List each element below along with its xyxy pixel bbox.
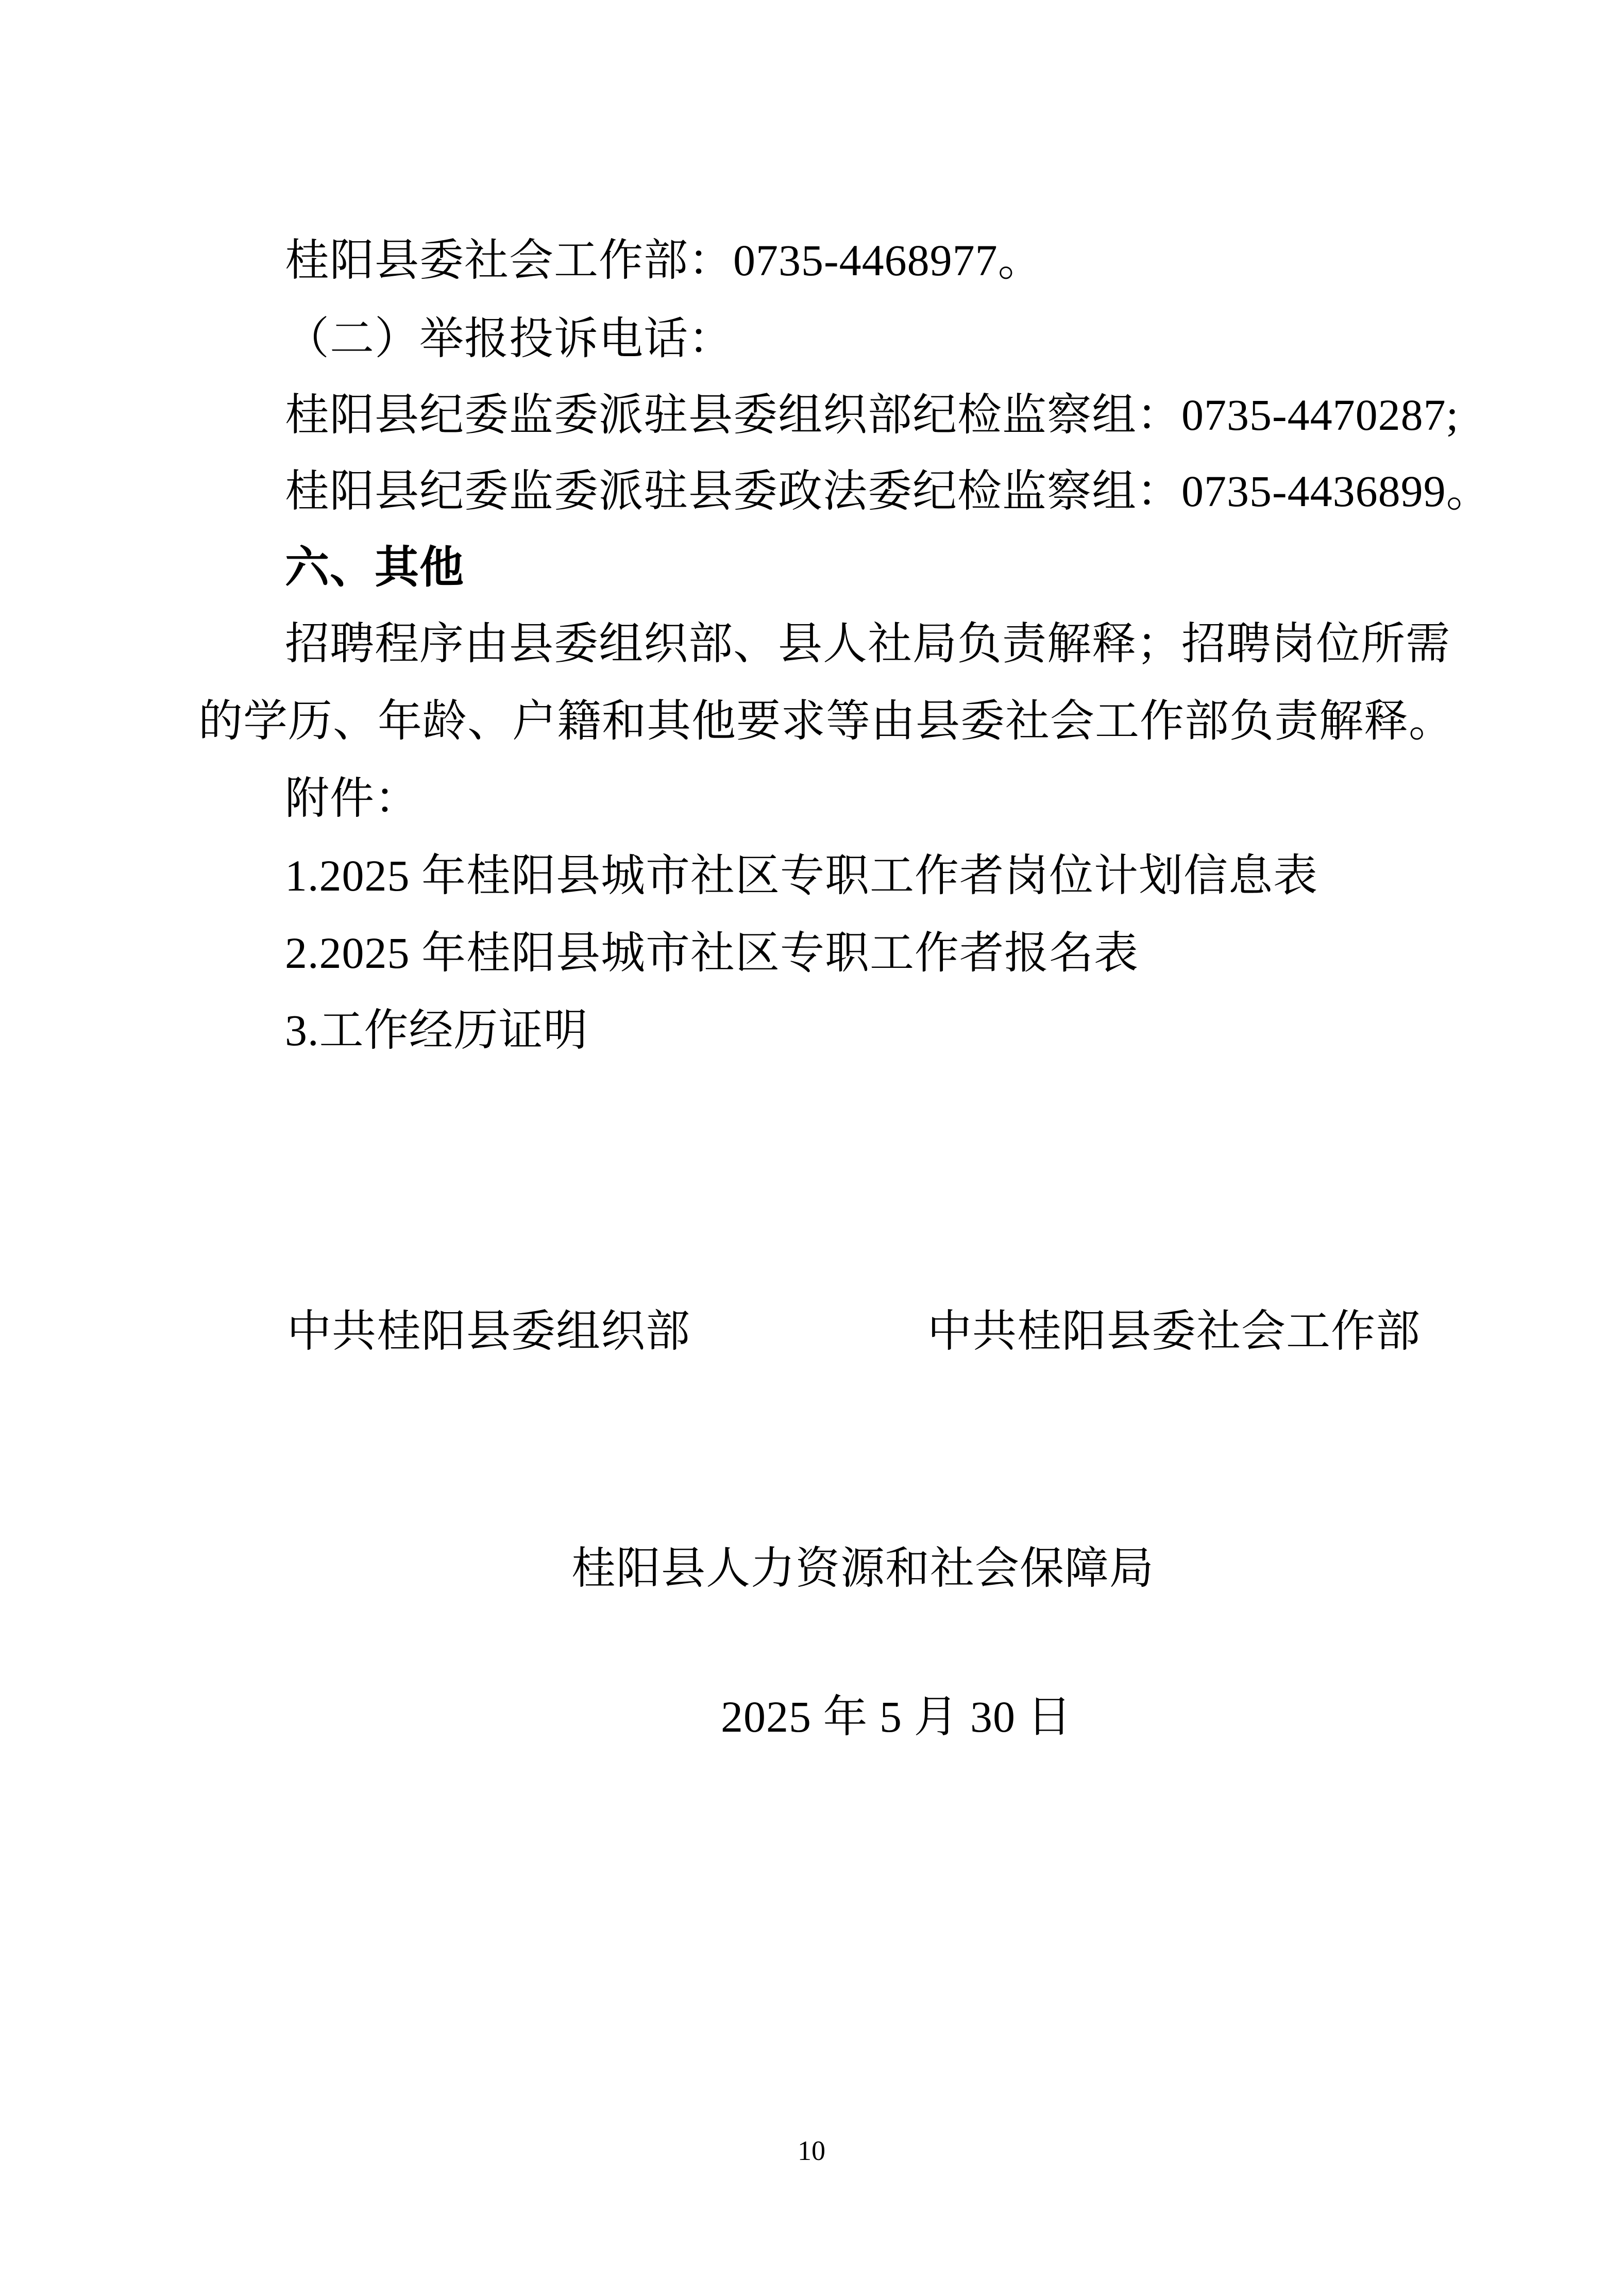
body-paragraph-line-1: 招聘程序由县委组织部、县人社局负责解释；招聘岗位所需: [285, 619, 1450, 668]
report-phone-politics-law-committee: 桂阳县纪委监委派驻县委政法委纪检监察组：0735-4436899。: [285, 466, 1491, 516]
signature-right-social-work-dept: 中共桂阳县委社会工作部: [927, 1306, 1421, 1356]
attachment-item-1: 1.2025 年桂阳县城市社区专职工作者岗位计划信息表: [285, 851, 1318, 900]
attachment-item-2: 2.2025 年桂阳县城市社区专职工作者报名表: [285, 928, 1139, 978]
body-paragraph-line-2: 的学历、年龄、户籍和其他要求等由县委社会工作部负责解释。: [198, 696, 1453, 746]
subheading-report-phone: （二）举报投诉电话：: [285, 314, 733, 363]
contact-line-social-work-dept: 桂阳县委社会工作部：0735-4468977。: [285, 236, 1043, 285]
page-number: 10: [798, 2135, 825, 2166]
report-phone-organization-dept: 桂阳县纪委监委派驻县委组织部纪检监察组：0735-4470287;: [285, 390, 1459, 440]
signature-bureau-human-resources: 桂阳县人力资源和社会保障局: [571, 1544, 1154, 1593]
attachments-label: 附件：: [285, 774, 419, 823]
attachment-item-3: 3.工作经历证明: [285, 1005, 588, 1055]
signature-left-organization-dept: 中共桂阳县委组织部: [287, 1306, 690, 1356]
document-date: 2025 年 5 月 30 日: [721, 1692, 1072, 1741]
section-heading-other: 六、其他: [285, 543, 464, 592]
